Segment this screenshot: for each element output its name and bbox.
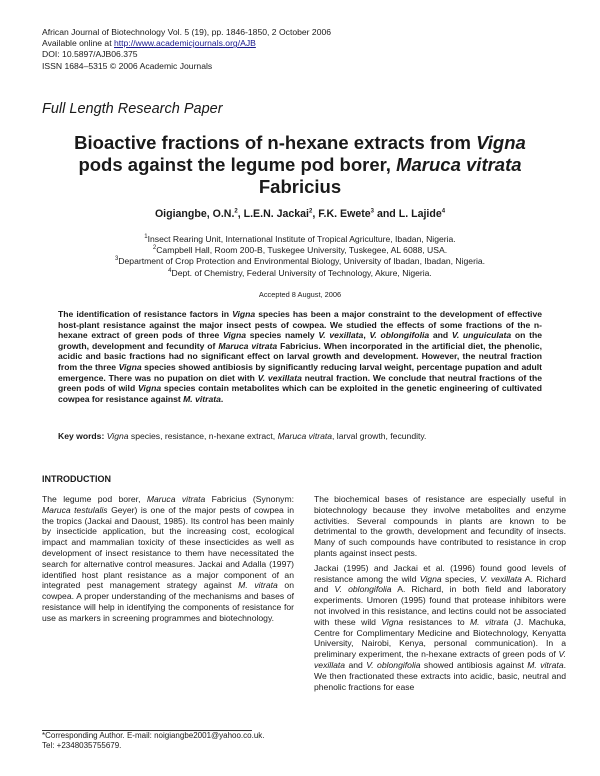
right-column	[314, 494, 566, 692]
journal-citation: African Journal of Biotechnology Vol. 5 (19), pp. 1846-1850, 2 October 2006	[42, 27, 332, 37]
paper-type-label: Full Length Research Paper	[42, 101, 223, 117]
affiliation: $^4$Dept. of Chemistry, Federal University of Technology, Akure, Nigeria.	[168, 267, 432, 278]
paragraph: Jackai (1995) and Jackai et al. (1996) found good levels of resistance among the wild Vigna species, V. vexillata A. Richard and V. oblongifolia A. Richard, in both field and laboratory experiments. Umoren (1995) found that protease inhibitors were not involved in this resistance, and lectins could not be associated with these wild Vigna resistances to M. vitrata (J. Machuka, Centre for Complimentary Medicine and Biotechnology, Kenyatta University, Nairobi, Kenya, personal communication). In a preliminary experiment, the n-hexane extracts of green pods of V. vexillata and V. oblongifolia showed antibiosis against M. vitrata. We then fractionated these extracts into acidic, basic, neutral and phenolic fractions for ease	[314, 562, 566, 692]
author: Oigiangbe, O.N.	[154, 208, 235, 220]
issn-line: ISSN 1684–5315 © 2006 Academic Journals	[42, 60, 213, 71]
footnote: *Corresponding Author. E-mail: noigiangbe2001@yahoo.co.uk. Tel: +2348035755679.	[42, 731, 302, 752]
journal-header	[42, 27, 331, 72]
keywords-label: Key words:	[58, 431, 105, 441]
paper-title: Bioactive fractions of n-hexane extracts from Vigna pods against the legume pod borer, Maruca vitrata Fabricius	[74, 132, 526, 197]
section-heading-introduction: INTRODUCTION	[42, 474, 111, 484]
affiliations	[40, 234, 560, 279]
corresponding-author: Corresponding Author. E-mail: noigiangbe2001@yahoo.co.uk.	[45, 731, 265, 740]
paragraph: The legume pod borer, Maruca vitrata Fabricius (Synonym: Maruca testulalis Geyer) is one of the major pests of cowpea in the tropics (Jackai and Daoust, 1985). Its control has been mainly by insecticide application, but the increasing cost, ecological impact and mammalian toxicity of these insecticides as well as development of insect resistance to them have necessitated the search for alternative control measures. Jackai and Adalla (1997) identified host plant resistance as a major component of an integrated pest management strategy against M. vitrata on cowpea. A proper understanding of the mechanisms and bases of resistance will help in identifying the components of resistance for use as markers in screening programmes and biotechnology.	[42, 494, 294, 623]
author: F.K. Ewete	[318, 208, 371, 220]
accepted-date: Accepted 8 August, 2006	[258, 290, 342, 299]
affiliation: $^2$Campbell Hall, Room 200-B, Tuskegee University, Tuskegee, AL 6088, USA.	[152, 245, 448, 256]
author: L.E.N. Jackai	[243, 208, 310, 220]
author-list: Oigiangbe, O.N.$^2$, L.E.N. Jackai$^2$, F.K. Ewete$^3$ and L. Lajide$^4$	[154, 208, 446, 220]
left-column	[42, 494, 294, 624]
author: L. Lajide	[398, 208, 442, 220]
affiliation: $^3$Department of Crop Protection and Environmental Biology, University of Ibadan, Ibadan, Nigeria.	[114, 256, 486, 267]
affiliation: $^1$Insect Rearing Unit, International Institute of Tropical Agriculture, Ibadan, Nigeria.	[144, 234, 456, 244]
phone-number: Tel: +2348035755679.	[42, 741, 122, 751]
abstract: The identification of resistance factors in Vigna species has been a major constraint to the development of effective host-plant resistance against the major insect pests of cowpea. We studied the effects of some fractions of the n-hexane extract of green pods of three Vigna species namely V. vexillata, V. oblongifolia and V. unguiculata on the growth, development and fecundity of Maruca vitrata Fabricius. When incorporated in the artificial diet, the phenolic, acidic and basic fractions had no significant effect on larval growth and development. However, the neutral fraction from the three Vigna species showed antibiosis by significantly reducing larval weight, percentage pupation and adult emergence. There was no pupation on diet with V. vexillata neutral fraction. We conclude that neutral fractions of the green pods of wild Vigna species contain metabolites which can be exploited in the genetic engineering of cultivated cowpea for resistance against M. vitrata.	[58, 309, 542, 404]
availability-line: Available online at http://www.academicjournals.org/AJB	[42, 38, 256, 49]
journal-url-link[interactable]: http://www.academicjournals.org/AJB	[114, 38, 256, 49]
keywords: Key words: Vigna species, resistance, n-hexane extract, Maruca vitrata, larval growth, fecundity.	[58, 431, 427, 441]
paragraph: The biochemical bases of resistance are especially useful in biotechnology because they involve metabolites and enzyme activities. Several compounds in plants are known to be detrimental to the growth, development and fecundity of insects. Many of such compounds have contributed to resistance in crop plants against insect pests.	[314, 494, 566, 558]
doi-line: DOI: 10.5897/AJB06.375	[42, 49, 138, 60]
